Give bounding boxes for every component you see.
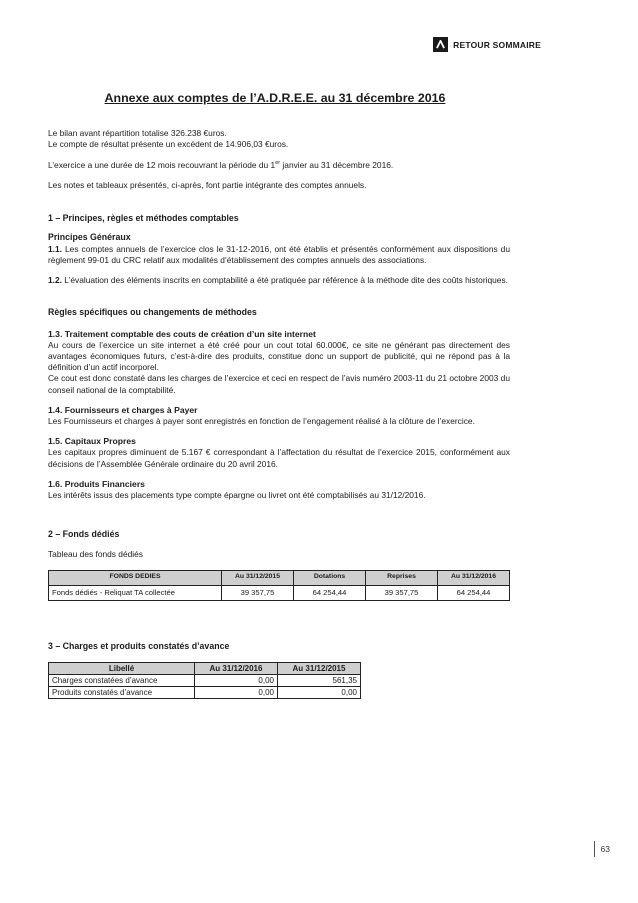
dedicated-funds-caption: Tableau des fonds dédiés <box>48 548 143 559</box>
paragraph-1-3-text-1: Au cours de l’exercice un site internet a été créé pour un cout total 60.000€, ce site ne générant pas directement des avantages économiques futurs, c’est-à-dire des produits, constitue donc un support de publicité, qui ne répond pas à la définition d’un actif incorporel. <box>48 340 510 373</box>
prepaid-charges-table <box>48 662 361 699</box>
section-1-heading: 1 – Principes, règles et méthodes comptables <box>48 212 239 223</box>
paragraph-1-4-heading: 1.4. Fournisseurs et charges à Payer <box>48 404 198 415</box>
paragraph-1-6-text: Les intérêts issus des placements type compte épargne ou livret ont été comptabilisés au 31/12/2016. <box>48 489 426 500</box>
paragraph-1-3-text-2: Ce cout est donc constaté dans les charges de l’exercice et ceci en respect de l’avis numéro 2003-11 du 21 octobre 2003 du conseil national de la comptabilité. <box>48 373 510 395</box>
paragraph-1-6-heading: 1.6. Produits Financiers <box>48 478 145 489</box>
section-3-heading: 3 – Charges et produits constatés d’avance <box>48 640 230 651</box>
column-header: FONDS DEDIES <box>49 570 222 585</box>
page-divider <box>594 841 595 857</box>
specific-rules-heading: Règles spécifiques ou changements de méthodes <box>48 307 257 318</box>
column-header: Au 31/12/2015 <box>278 663 361 675</box>
table-cell: 39 357,75 <box>366 585 438 600</box>
paragraph-1-2: 1.2. L’évaluation des éléments inscrits en comptabilité a été pratiquée par référence à la méthode dite des coûts historiques. <box>48 275 508 286</box>
column-header: Au 31/12/2016 <box>438 570 510 585</box>
dedicated-funds-table <box>48 570 510 601</box>
annex-document <box>48 90 510 699</box>
paragraph-1-4-text: Les Fournisseurs et charges à payer sont enregistrés en fonction de l’engagement réalisé à la clôture de l’exercice. <box>48 416 475 427</box>
table-cell: Produits constatés d’avance <box>49 687 195 699</box>
intro-line-balance: Le bilan avant répartition totalise 326.238 €uros. <box>48 128 227 139</box>
table-header-row <box>49 663 361 675</box>
table-cell: 64 254,44 <box>294 585 366 600</box>
table-cell: 39 357,75 <box>222 585 294 600</box>
column-header: Reprises <box>366 570 438 585</box>
back-to-summary-link[interactable] <box>433 37 541 52</box>
table-row <box>49 675 361 687</box>
page-number <box>594 841 610 857</box>
principles-general-heading: Principes Généraux <box>48 232 131 243</box>
paragraph-1-3-heading: 1.3. Traitement comptable des couts de création d’un site internet <box>48 328 316 339</box>
paragraph-1-1: 1.1. Les comptes annuels de l’exercice clos le 31-12-2016, ont été établis et présentés conformément aux dispositions du règlement 99-01 du CRC relatif aux modalités d’établissement des comptes annuels des associations. <box>48 243 510 266</box>
page-number-label: 63 <box>600 844 610 854</box>
back-to-summary-label: RETOUR SOMMAIRE <box>453 39 541 50</box>
document-title: Annexe aux comptes de l’A.D.R.E.E. au 31 décembre 2016 <box>104 91 446 105</box>
table-cell: 561,35 <box>278 675 361 687</box>
table-cell: 0,00 <box>195 687 278 699</box>
intro-line-result: Le compte de résultat présente un excédent de 14.906,03 €uros. <box>48 139 289 150</box>
paragraph-1-5-heading: 1.5. Capitaux Propres <box>48 436 136 447</box>
intro-line-period: L’exercice a une durée de 12 mois recouvrant la période du 1er janvier au 31 décembre 2016. <box>48 159 394 170</box>
section-2-heading: 2 – Fonds dédiés <box>48 529 120 540</box>
table-row <box>49 585 510 600</box>
table-row <box>49 687 361 699</box>
table-cell: 64 254,44 <box>438 585 510 600</box>
table-cell: Fonds dédiés - Reliquat TA collectée <box>49 585 222 600</box>
table-header-row <box>49 570 510 585</box>
caret-up-icon <box>433 37 448 52</box>
intro-line-notes: Les notes et tableaux présentés, ci-après, font partie intégrante des comptes annuels. <box>48 179 367 190</box>
intro-summary <box>48 128 510 150</box>
table-cell: 0,00 <box>278 687 361 699</box>
column-header: Au 31/12/2016 <box>195 663 278 675</box>
table-cell: Charges constatées d’avance <box>49 675 195 687</box>
paragraph-1-5-text: Les capitaux propres diminuent de 5.167 € correspondant à l’affectation du résultat de l’exercice 2015, conformément aux décisions de l’Assemblée Générale ordinaire du 20 avril 2016. <box>48 447 510 469</box>
table-cell: 0,00 <box>195 675 278 687</box>
column-header: Libellé <box>49 663 195 675</box>
column-header: Dotations <box>294 570 366 585</box>
column-header: Au 31/12/2015 <box>222 570 294 585</box>
